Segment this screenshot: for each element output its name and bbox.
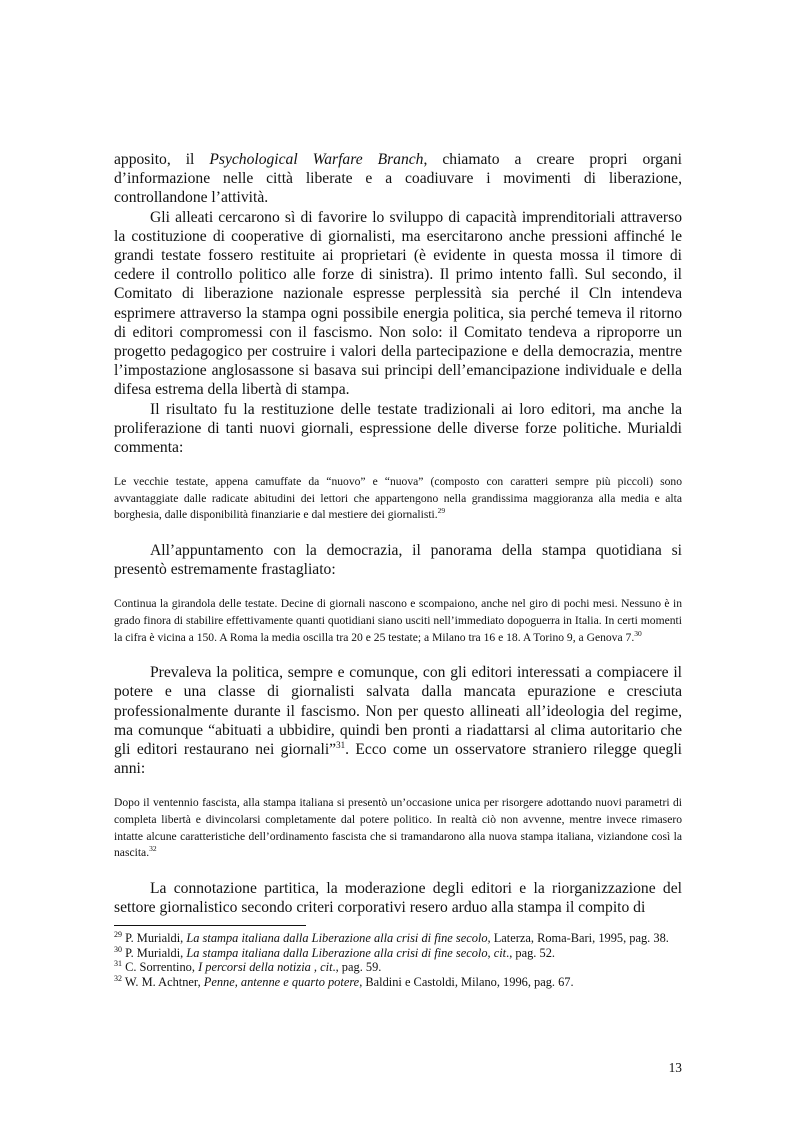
footnote-title: La stampa italiana dalla Liberazione alla crisi di fine secolo, — [186, 931, 491, 945]
footnote-author: P. Murialdi, — [122, 945, 187, 960]
page-body — [114, 150, 682, 917]
block-quote-3-text: Dopo il ventennio fascista, alla stampa italiana si presentò un’occasione unica per risorgere adottando nuovi parametri di completa libertà e divincolarsi completamente dal potere politico. In realtà ciò non avvenne, mentre invece rimasero intatte alcune caratteristiche dell’ordinamento fascista che si tramandarono alla nuova stampa italiana, viziandone così la nascita. — [114, 796, 682, 860]
footnotes — [114, 931, 682, 989]
footnote-author: P. Murialdi, — [122, 931, 187, 945]
footnote-title: I percorsi della notizia , cit — [198, 960, 333, 975]
footnote-number: 29 — [114, 929, 122, 939]
paragraph-6: La connotazione partitica, la moderazione degli editori e la riorganizzazione del settore giornalistico secondo criteri corporativi resero arduo alla stampa il compito di — [114, 879, 682, 917]
footnote-details: , Baldini e Castoldi, Milano, 1996, pag. 67. — [359, 974, 574, 989]
paragraph-1 — [114, 150, 682, 208]
footnote-author: W. M. Achtner, — [122, 974, 204, 989]
footnote-title: La stampa italiana dalla Liberazione alla crisi di fine secolo, cit — [186, 945, 507, 960]
footnote-number: 31 — [114, 959, 122, 969]
footnote-details: ., pag. 52. — [506, 945, 555, 960]
page-number: 13 — [668, 1060, 682, 1075]
paragraph-5-text-start: Prevaleva la politica, sempre e comunque, con gli editori interessati a compiacere il potere e una classe di giornalisti salvata dalla mancata epurazione e cresciuta professionalmente durante il fascismo. Non per questo allineati all’ideologia del regime, ma comunque “abituati a ubbidire, quindi ben pronti a riadattarsi al clima autoritario che gli editori restaurano nei giornali” — [114, 664, 682, 759]
block-quote-2-text: Continua la girandola delle testate. Decine di giornali nascono e scompaiono, anche nel giro di pochi mesi. Nessuno è in grado finora di stabilire effettivamente quanti quotidiani siano usciti nell’immediato dopoguerra in Italia. In certi momenti la cifra è vicina a 150. A Roma la media oscilla tra 20 e 25 testate; a Milano tra 16 e 18. A Torino 9, a Genova 7. — [114, 597, 682, 644]
block-quote-1 — [114, 474, 682, 524]
paragraph-1-text-start: apposito, il — [114, 151, 210, 168]
footnote-number: 32 — [114, 973, 122, 983]
footnote-number: 30 — [114, 944, 122, 954]
paragraph-2: Gli alleati cercarono sì di favorire lo sviluppo di capacità imprenditoriali attraverso la costituzione di cooperative di giornalisti, ma esercitarono anche pressioni affinché le grandi testate fossero restituite ai proprietari (è evidente in questa mossa il timore di cedere il controllo politico alle forze di sinistra). Il primo intento fallì. Sul secondo, il Comitato di liberazione nazionale espresse perplessità sia perché il Cln intendeva esprimere attraverso la stampa ogni possibile energia politica, sia perché temeva il ritorno di editori compromessi con il fascismo. Non solo: il Comitato tendeva a riproporre un progetto pedagogico per costruire i valori della partecipazione e della democrazia, mentre l’impostazione anglosassone si basava sui principi dell’emancipazione individuale e della difesa estrema della libertà di stampa. — [114, 208, 682, 399]
footnote-ref-31[interactable]: 31 — [336, 739, 346, 750]
paragraph-1-italic-term: Psychological Warfare Branch — [209, 151, 424, 168]
footnote-details: ., pag. 59. — [332, 960, 382, 975]
footnote-31 — [114, 960, 682, 975]
block-quote-3 — [114, 795, 682, 861]
footnote-details: Laterza, Roma-Bari, 1995, pag. 38. — [490, 931, 669, 945]
paragraph-5-text-end: . Ecco come un osservatore straniero rilegge quegli anni: — [114, 741, 682, 778]
footnote-separator — [114, 925, 306, 926]
footnote-author: C. Sorrentino, — [122, 960, 199, 975]
paragraph-1-text-end: , chiamato a creare propri organi d’informazione nelle città liberate e a coadiuvare i movimenti di liberazione, controllandone l’attività. — [114, 151, 683, 207]
footnote-ref-30[interactable]: 30 — [634, 628, 642, 638]
footnote-ref-29[interactable]: 29 — [437, 506, 446, 516]
paragraph-5 — [114, 663, 682, 778]
footnote-title: Penne, antenne e quarto potere — [203, 974, 360, 989]
footnote-ref-32[interactable]: 32 — [149, 844, 157, 854]
footnote-32 — [114, 975, 682, 990]
paragraph-3: Il risultato fu la restituzione delle testate tradizionali ai loro editori, ma anche la proliferazione di tanti nuovi giornali, espressione delle diverse forze politiche. Murialdi commenta: — [114, 400, 682, 457]
paragraph-4: All’appuntamento con la democrazia, il panorama della stampa quotidiana si presentò estremamente frastagliato: — [114, 542, 682, 579]
block-quote-1-text: Le vecchie testate, appena camuffate da “nuovo” e “nuova” (composto con caratteri sempre più piccoli) sono avvantaggiate dalle radicate abitudini dei lettori che appartengono nella grandissima maggioranza alla media e alta borghesia, dalle disponibilità finanziarie e dal mestiere dei giornalisti. — [114, 475, 682, 522]
footnote-30 — [114, 946, 682, 961]
footnote-29 — [114, 931, 682, 946]
block-quote-2 — [114, 596, 682, 646]
